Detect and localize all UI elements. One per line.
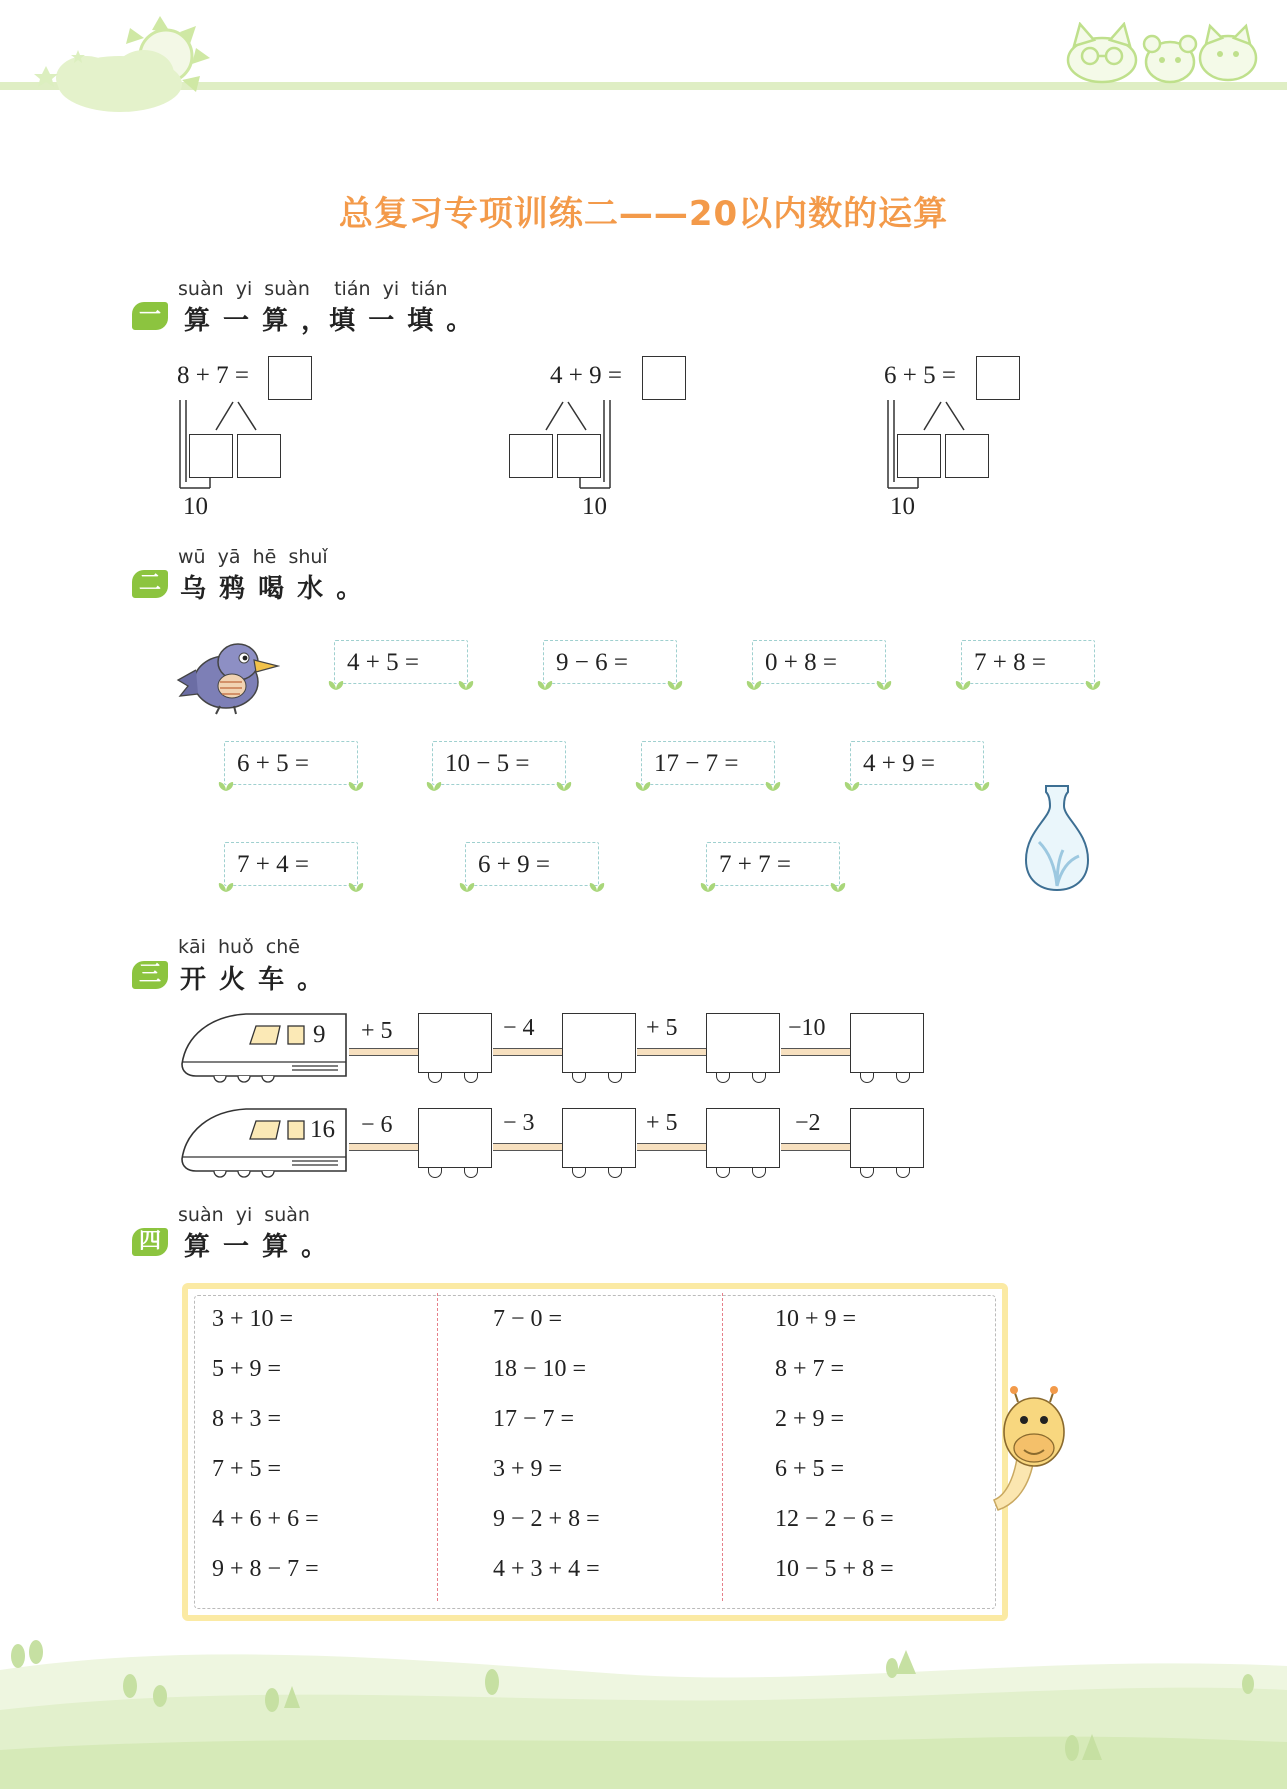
train-2-link-1 <box>349 1143 419 1151</box>
crow-card-11-expr: 7 + 7 = <box>719 851 791 878</box>
wheel <box>464 1073 478 1083</box>
train-2-op-1: − 6 <box>361 1112 393 1138</box>
train-1-start: 9 <box>313 1021 326 1048</box>
calc-item: 10 − 5 + 8 = <box>775 1556 894 1582</box>
calc-item: 17 − 7 = <box>493 1406 575 1432</box>
leaf-icon <box>764 780 782 792</box>
leaf-icon <box>347 780 365 792</box>
train-2-op-2: − 3 <box>503 1110 535 1136</box>
leaf-icon <box>536 679 554 691</box>
split-box-2a[interactable] <box>509 434 553 478</box>
wheel <box>608 1168 622 1178</box>
calc-item: 4 + 3 + 4 = <box>493 1556 600 1582</box>
leaf-icon <box>875 679 893 691</box>
wheel <box>860 1168 874 1178</box>
leaf-icon <box>634 780 652 792</box>
animal-faces-icon <box>1060 22 1260 84</box>
leaf-icon <box>425 780 443 792</box>
train-1-link-3 <box>637 1048 707 1056</box>
section-1-pinyin: suàn yi suàn tián yi tián <box>178 278 448 300</box>
crow-card-6 <box>432 741 566 785</box>
ten-label-2: 10 <box>582 493 607 520</box>
train-1-car-2[interactable] <box>562 1013 636 1073</box>
calc-item: 6 + 5 = <box>775 1456 845 1482</box>
train-1-link-1 <box>349 1048 419 1056</box>
calc-item: 5 + 9 = <box>212 1356 282 1382</box>
calc-item: 8 + 3 = <box>212 1406 282 1432</box>
section-2-pinyin: wū yā hē shuǐ <box>178 546 328 568</box>
wheel <box>572 1168 586 1178</box>
crow-card-7 <box>641 741 775 785</box>
section-4-label: 算 一 算 。 <box>184 1232 330 1262</box>
train-1-link-4 <box>781 1048 851 1056</box>
train-1-car-1[interactable] <box>418 1013 492 1073</box>
crow-card-8-expr: 4 + 9 = <box>863 750 935 777</box>
section-1-label: 算 一 算 ，填 一 填 。 <box>184 306 475 336</box>
calc-item: 3 + 10 = <box>212 1306 294 1332</box>
leaf-icon <box>555 780 573 792</box>
hills-trees-icon <box>0 1630 1287 1789</box>
calc-item: 8 + 7 = <box>775 1356 845 1382</box>
calc-item: 3 + 9 = <box>493 1456 563 1482</box>
split-box-3b[interactable] <box>945 434 989 478</box>
wheel <box>608 1073 622 1083</box>
wheel <box>428 1168 442 1178</box>
wheel <box>716 1168 730 1178</box>
leaf-icon <box>745 679 763 691</box>
sun-cloud-icon <box>20 6 210 116</box>
leaf-icon <box>327 679 345 691</box>
calc-item: 12 − 2 − 6 = <box>775 1506 894 1532</box>
answer-box-2[interactable] <box>642 356 686 400</box>
wheel <box>752 1168 766 1178</box>
section-3-badge: 三 <box>132 961 168 989</box>
section-3-label: 开 火 车 。 <box>180 965 326 995</box>
column-divider <box>722 1293 723 1601</box>
train-2-op-3: + 5 <box>646 1110 678 1136</box>
answer-box-3[interactable] <box>976 356 1020 400</box>
leaf-icon <box>843 780 861 792</box>
train-2-op-4: −2 <box>795 1110 821 1136</box>
crow-card-3 <box>752 640 886 684</box>
crow-card-9-expr: 7 + 4 = <box>237 851 309 878</box>
calc-item: 9 − 2 + 8 = <box>493 1506 600 1532</box>
page-title: 总复习专项训练二——20以内数的运算 <box>338 194 949 234</box>
leaf-icon <box>458 881 476 893</box>
leaf-icon <box>973 780 991 792</box>
crow-card-1 <box>334 640 468 684</box>
train-1-op-1: + 5 <box>361 1018 393 1044</box>
ten-label-1: 10 <box>183 493 208 520</box>
split-box-3a[interactable] <box>897 434 941 478</box>
calc-item: 18 − 10 = <box>493 1356 587 1382</box>
leaf-icon <box>666 679 684 691</box>
leaf-icon <box>1084 679 1102 691</box>
train-1-car-3[interactable] <box>706 1013 780 1073</box>
leaf-icon <box>347 881 365 893</box>
wheel <box>428 1073 442 1083</box>
calc-item: 10 + 9 = <box>775 1306 857 1332</box>
section-2-label: 乌 鸦 喝 水 。 <box>180 574 365 604</box>
crow-icon <box>176 636 280 716</box>
crow-card-11 <box>706 842 840 886</box>
train-1-op-2: − 4 <box>503 1015 535 1041</box>
leaf-icon <box>699 881 717 893</box>
train-2-link-2 <box>493 1143 563 1151</box>
leaf-icon <box>954 679 972 691</box>
make-ten-expr-3: 6 + 5 = <box>884 362 956 389</box>
train-1-op-3: + 5 <box>646 1015 678 1041</box>
crow-card-10 <box>465 842 599 886</box>
crow-card-4 <box>961 640 1095 684</box>
wheel <box>716 1073 730 1083</box>
leaf-icon <box>457 679 475 691</box>
wheel <box>572 1073 586 1083</box>
split-box-1a[interactable] <box>189 434 233 478</box>
calc-item: 7 + 5 = <box>212 1456 282 1482</box>
section-3-pinyin: kāi huǒ chē <box>178 936 300 958</box>
train-2-car-2[interactable] <box>562 1108 636 1168</box>
wheel <box>752 1073 766 1083</box>
train-1-op-4: −10 <box>788 1015 826 1041</box>
crow-card-2 <box>543 640 677 684</box>
make-ten-expr-1: 8 + 7 = <box>177 362 249 389</box>
wheel <box>896 1168 910 1178</box>
split-box-2b[interactable] <box>557 434 601 478</box>
leaf-icon <box>217 780 235 792</box>
train-1-car-4[interactable] <box>850 1013 924 1073</box>
train-2-link-4 <box>781 1143 851 1151</box>
leaf-icon <box>217 881 235 893</box>
train-2-link-3 <box>637 1143 707 1151</box>
leaf-icon <box>588 881 606 893</box>
split-box-1b[interactable] <box>237 434 281 478</box>
crow-card-4-expr: 7 + 8 = <box>974 649 1046 676</box>
train-2-car-3[interactable] <box>706 1108 780 1168</box>
crow-card-8 <box>850 741 984 785</box>
vase-icon <box>1024 782 1090 894</box>
crow-card-7-expr: 17 − 7 = <box>654 750 739 777</box>
calc-item: 7 − 0 = <box>493 1306 563 1332</box>
train-2-start: 16 <box>310 1116 335 1143</box>
wheel <box>896 1073 910 1083</box>
calc-item: 4 + 6 + 6 = <box>212 1506 319 1532</box>
crow-card-5-expr: 6 + 5 = <box>237 750 309 777</box>
answer-box-1[interactable] <box>268 356 312 400</box>
crow-card-3-expr: 0 + 8 = <box>765 649 837 676</box>
crow-card-10-expr: 6 + 9 = <box>478 851 550 878</box>
section-2-badge: 二 <box>132 570 168 598</box>
calc-item: 9 + 8 − 7 = <box>212 1556 319 1582</box>
train-2-car-4[interactable] <box>850 1108 924 1168</box>
wheel <box>464 1168 478 1178</box>
crow-card-5 <box>224 741 358 785</box>
crow-card-2-expr: 9 − 6 = <box>556 649 628 676</box>
calc-item: 2 + 9 = <box>775 1406 845 1432</box>
ten-label-3: 10 <box>890 493 915 520</box>
giraffe-icon <box>992 1386 1072 1516</box>
make-ten-expr-2: 4 + 9 = <box>550 362 622 389</box>
section-4-badge: 四 <box>132 1228 168 1256</box>
section-4-pinyin: suàn yi suàn <box>178 1204 310 1226</box>
crow-card-6-expr: 10 − 5 = <box>445 750 530 777</box>
section-1-badge: 一 <box>132 302 168 330</box>
crow-card-1-expr: 4 + 5 = <box>347 649 419 676</box>
train-2-car-1[interactable] <box>418 1108 492 1168</box>
leaf-icon <box>829 881 847 893</box>
column-divider <box>437 1293 438 1601</box>
train-1-link-2 <box>493 1048 563 1056</box>
wheel <box>860 1073 874 1083</box>
crow-card-9 <box>224 842 358 886</box>
